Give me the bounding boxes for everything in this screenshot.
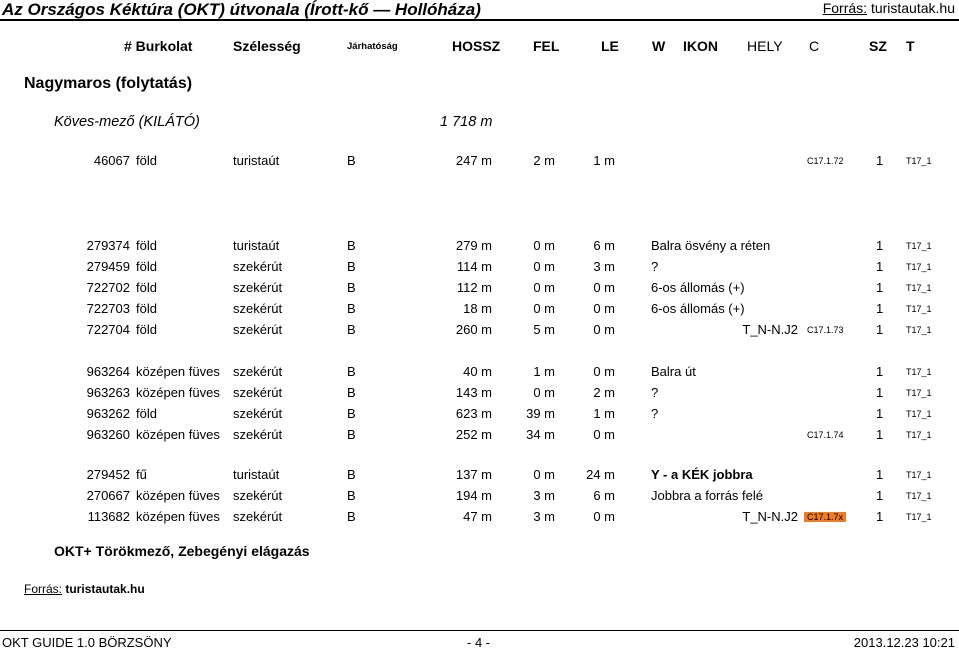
width-cell: szekérút [233, 427, 283, 442]
location-code-cell: C17.1.74 [807, 430, 844, 440]
table-row [0, 486, 959, 506]
passability-cell: B [347, 406, 356, 421]
col-header-length: HOSSZ [452, 38, 501, 54]
sz-code-cell: T17_1 [906, 367, 932, 377]
c-value-cell: 1 [876, 259, 884, 274]
width-cell: szekérút [233, 301, 283, 316]
waypoint-cell: Balra ösvény a réten [651, 238, 771, 253]
sz-code-cell: T17_1 [906, 470, 932, 480]
descent-cell: 1 m [593, 406, 615, 421]
ascent-cell: 0 m [533, 385, 555, 400]
sz-code-cell: T17_1 [906, 325, 932, 335]
length-cell: 279 m [455, 238, 492, 253]
passability-cell: B [347, 364, 356, 379]
c-value-cell: 1 [876, 509, 884, 524]
top-source [823, 0, 955, 16]
waypoint-cell: 6-os állomás (+) [651, 301, 745, 316]
bottom-source-site: turistautak.hu [65, 582, 145, 596]
c-value-cell: 1 [876, 322, 884, 337]
col-header-up: FEL [533, 38, 560, 54]
col-header-hely: HELY [747, 38, 783, 54]
passability-cell: B [347, 238, 356, 253]
descent-cell: 1 m [593, 153, 615, 168]
passability-cell: B [347, 259, 356, 274]
width-cell: szekérút [233, 509, 283, 524]
c-value-cell: 1 [876, 406, 884, 421]
title-underline [0, 19, 959, 21]
sz-code-cell: T17_1 [906, 430, 932, 440]
footer-page: - 4 - [467, 635, 491, 650]
length-cell: 18 m [463, 301, 492, 316]
col-header-down: LE [601, 38, 619, 54]
surface-cell: középen füves [136, 488, 220, 503]
passability-cell: B [347, 280, 356, 295]
c-value-cell: 1 [876, 427, 884, 442]
col-header-sz: SZ [869, 38, 887, 54]
surface-cell: középen füves [136, 509, 220, 524]
col-header-passability: Járhatóság [347, 41, 398, 52]
segment-id-cell: 113682 [87, 509, 130, 524]
surface-cell: középen füves [136, 427, 220, 442]
descent-cell: 0 m [593, 280, 615, 295]
width-cell: szekérút [233, 385, 283, 400]
col-header-icon: IKON [683, 38, 718, 54]
surface-cell: föld [136, 153, 157, 168]
table-row [0, 151, 959, 171]
segment-id-cell: 963262 [86, 406, 130, 421]
passability-cell: B [347, 509, 356, 524]
length-cell: 112 m [456, 280, 492, 295]
table-row [0, 383, 959, 403]
surface-cell: középen füves [136, 385, 220, 400]
segment-id-cell: 722702 [86, 280, 130, 295]
c-value-cell: 1 [876, 153, 884, 168]
descent-cell: 24 m [586, 467, 615, 482]
ascent-cell: 0 m [533, 280, 555, 295]
waypoint-cell: ? [651, 385, 659, 400]
passability-cell: B [347, 301, 356, 316]
table-row [0, 236, 959, 256]
width-cell: turistaút [233, 153, 280, 168]
descent-cell: 0 m [593, 427, 615, 442]
sz-code-cell: T17_1 [906, 409, 932, 419]
segment-id-cell: 46067 [93, 153, 130, 168]
surface-cell: föld [136, 322, 157, 337]
col-header-width: Szélesség [233, 38, 301, 54]
c-value-cell: 1 [876, 301, 884, 316]
icon-code-cell: T_N-N.J2 [742, 322, 798, 337]
length-cell: 194 m [455, 488, 492, 503]
length-cell: 40 m [463, 364, 492, 379]
waypoint-cell: ? [651, 259, 659, 274]
descent-cell: 6 m [593, 238, 615, 253]
sz-code-cell: T17_1 [906, 241, 932, 251]
okt-junction: OKT+ Törökmező, Zebegényi elágazás [54, 543, 310, 559]
ascent-cell: 5 m [533, 322, 555, 337]
table-row [0, 278, 959, 298]
segment-id-cell: 722703 [86, 301, 130, 316]
waypoint-cell: Y - a KÉK jobbra [651, 467, 753, 482]
ascent-cell: 3 m [533, 488, 555, 503]
length-cell: 114 m [456, 259, 492, 274]
width-cell: szekérút [233, 280, 283, 295]
table-row [0, 320, 959, 340]
ascent-cell: 2 m [533, 153, 555, 168]
length-cell: 260 m [455, 322, 492, 337]
sz-code-cell: T17_1 [906, 491, 932, 501]
bottom-source [24, 582, 145, 596]
ascent-cell: 34 m [526, 427, 555, 442]
surface-cell: fű [136, 467, 147, 482]
waypoint-cell: Balra út [651, 364, 696, 379]
passability-cell: B [347, 322, 356, 337]
section-title: Nagymaros (folytatás) [24, 75, 193, 92]
icon-code-cell: T_N-N.J2 [742, 509, 798, 524]
sz-code-cell: T17_1 [906, 156, 932, 166]
sz-code-cell: T17_1 [906, 283, 932, 293]
location-code-cell: C17.1.73 [807, 325, 844, 335]
col-header-c: C [809, 38, 820, 54]
col-header-w: W [652, 38, 666, 54]
width-cell: szekérút [233, 364, 283, 379]
c-value-cell: 1 [876, 280, 884, 295]
c-value-cell: 1 [876, 238, 884, 253]
bottom-source-label[interactable]: Forrás: [24, 582, 63, 596]
surface-cell: föld [136, 406, 157, 421]
sz-code-cell: T17_1 [906, 304, 932, 314]
waypoint-cell: 6-os állomás (+) [651, 280, 745, 295]
segment-id-cell: 279452 [86, 467, 130, 482]
segment-id-cell: 963264 [86, 364, 130, 379]
segment-id-cell: 722704 [86, 322, 130, 337]
segment-id-cell: 279374 [86, 238, 130, 253]
surface-cell: föld [136, 238, 157, 253]
descent-cell: 0 m [593, 509, 615, 524]
ascent-cell: 0 m [533, 238, 555, 253]
document-title: Az Országos Kéktúra (OKT) útvonala (Írott-kő — Hollóháza) [2, 0, 481, 19]
length-cell: 252 m [455, 427, 492, 442]
length-cell: 247 m [455, 153, 492, 168]
width-cell: szekérút [233, 406, 283, 421]
c-value-cell: 1 [876, 467, 884, 482]
ascent-cell: 3 m [533, 509, 555, 524]
descent-cell: 0 m [593, 301, 615, 316]
length-cell: 47 m [463, 509, 492, 524]
width-cell: turistaút [233, 467, 280, 482]
table-row [0, 465, 959, 485]
width-cell: szekérút [233, 488, 283, 503]
place-distance: 1 718 m [440, 114, 493, 130]
passability-cell: B [347, 385, 356, 400]
table-row [0, 257, 959, 277]
ascent-cell: 0 m [533, 259, 555, 274]
passability-cell: B [347, 427, 356, 442]
location-code-cell: C17.1.7x [804, 512, 846, 522]
surface-cell: föld [136, 259, 157, 274]
table-row [0, 362, 959, 382]
width-cell: szekérút [233, 259, 283, 274]
descent-cell: 0 m [593, 364, 615, 379]
segment-id-cell: 963260 [86, 427, 130, 442]
ascent-cell: 39 m [526, 406, 555, 421]
descent-cell: 2 m [593, 385, 615, 400]
footer-date: 2013.12.23 10:21 [853, 635, 955, 650]
length-cell: 623 m [455, 406, 492, 421]
table-row [0, 425, 959, 445]
footer-divider [0, 630, 959, 631]
ascent-cell: 1 m [533, 364, 555, 379]
segment-id-cell: 963263 [86, 385, 130, 400]
col-header-t: T [906, 38, 915, 54]
passability-cell: B [347, 467, 356, 482]
width-cell: turistaút [233, 238, 280, 253]
segment-id-cell: 279459 [86, 259, 130, 274]
footer-left: OKT GUIDE 1.0 BÖRZSÖNY [2, 635, 172, 650]
table-row [0, 507, 959, 527]
surface-cell: föld [136, 280, 157, 295]
c-value-cell: 1 [876, 385, 884, 400]
table-row [0, 404, 959, 424]
descent-cell: 0 m [593, 322, 615, 337]
surface-cell: föld [136, 301, 157, 316]
location-code-cell: C17.1.72 [807, 156, 844, 166]
table-row [0, 299, 959, 319]
length-cell: 143 m [455, 385, 492, 400]
ascent-cell: 0 m [533, 301, 555, 316]
passability-cell: B [347, 153, 356, 168]
width-cell: szekérút [233, 322, 283, 337]
sz-code-cell: T17_1 [906, 512, 932, 522]
passability-cell: B [347, 488, 356, 503]
ascent-cell: 0 m [533, 467, 555, 482]
col-header-id-surface: # Burkolat [124, 38, 193, 54]
c-value-cell: 1 [876, 364, 884, 379]
descent-cell: 3 m [593, 259, 615, 274]
descent-cell: 6 m [593, 488, 615, 503]
segment-id-cell: 270667 [86, 488, 130, 503]
c-value-cell: 1 [876, 488, 884, 503]
waypoint-cell: ? [651, 406, 659, 421]
waypoint-cell: Jobbra a forrás felé [651, 488, 764, 503]
sz-code-cell: T17_1 [906, 262, 932, 272]
source-link-label[interactable]: Forrás: [822, 0, 868, 16]
sz-code-cell: T17_1 [906, 388, 932, 398]
length-cell: 137 m [455, 467, 492, 482]
source-site: turistautak.hu [870, 0, 955, 16]
place-name: Köves-mező (KILÁTÓ) [54, 114, 200, 130]
surface-cell: középen füves [136, 364, 220, 379]
